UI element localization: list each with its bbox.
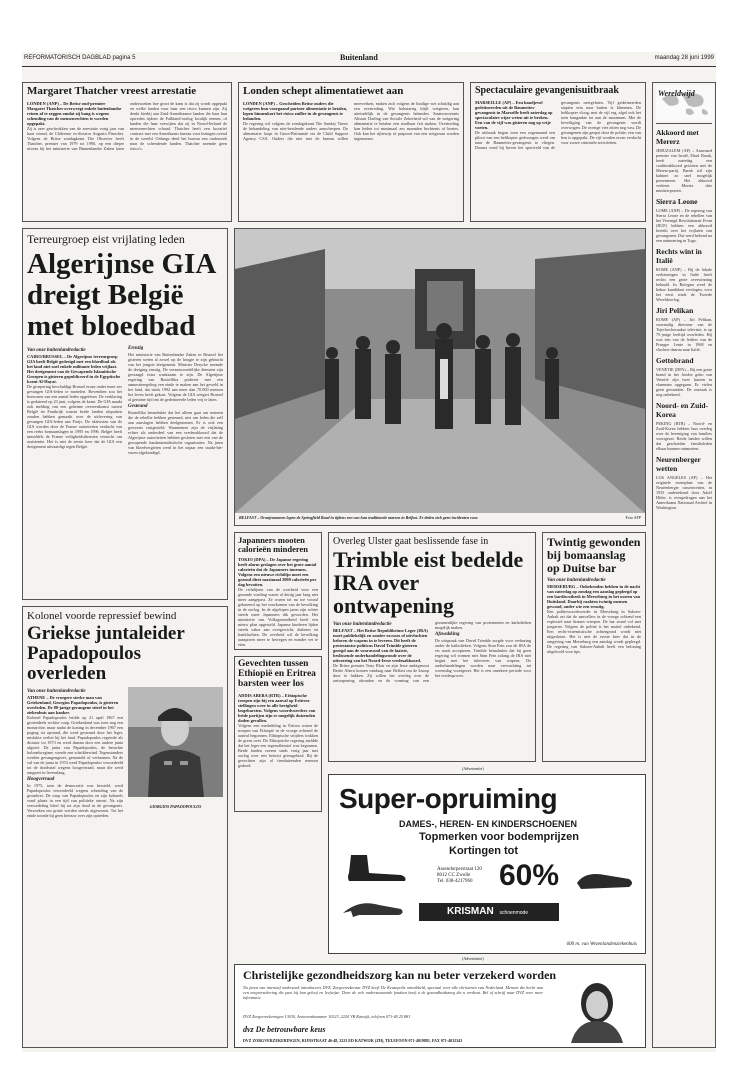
newspaper-page [22, 52, 716, 1052]
wereldwijd-item [656, 247, 712, 302]
article-papadopoulos-photo-col [128, 687, 223, 1047]
article-gevechten-title: Gevechten tussen Ethiopië en Eritrea barsten weer los [238, 659, 316, 689]
article-gevechten [234, 656, 322, 812]
wereldwijd-item-heading: Gettobrand [656, 356, 694, 365]
ad-dvz-portrait [557, 973, 637, 1043]
ad-super-line2: Topmerken voor bodemprijzen [419, 831, 579, 843]
ad-super-brand-bar [419, 903, 559, 921]
wereldwijd-item [656, 128, 712, 193]
article-ulster-text [333, 620, 531, 778]
photo-belfast-caption: BELFAST – Oranjemannen lopen de Springfield Road in tijdens een van hun traditionele marsen in Belfast. Er deden zich geen incidenten voor. [239, 515, 479, 520]
ad-super-address: Assendorperstraat 120 8012 CC Zwolle Tel. 038-4217960 [437, 867, 482, 884]
wereldwijd-item [656, 356, 712, 397]
wereldwijd-item [656, 455, 712, 510]
article-papadopoulos-byline: Van onze buitenlandredactie [27, 689, 86, 694]
article-ulster-lead: BELFAST – Het Britse Republikeinse Leger (IRA) moet publiekelijk en zonder excuses of uitvluchten beloven de wapens in te leveren. Dit heeft de protestantse politicus David Trimble gisteren gezegd aan de vooravond van de laatste, beslissende onderhandelingsronde over de uitvoering van het Noord-Ierse vredesakkoord. [333, 628, 428, 663]
ad-dvz-headline: Christelijke gezondheidszorg kan nu beter verzekerd worden [243, 968, 557, 982]
ad-dvz-body: Na jaren van intensief onderzoek introduceert DVZ, Zorgverzekeraar DVZ heeft De Keuzepolis ontwikkeld, speciaal voor alle christenen van Nederland. Mensen die hecht aan een zorgverzekering die past bij hun geloof en leefwijze. Door de vele ondersteunende fondsen heeft u de gezondheidszorg die u verdient. Bel of schrijf naar DVZ voor meer informatie. [243, 985, 543, 1000]
article-londen-text [243, 101, 459, 219]
ad-super-headline: Super-opruiming [339, 783, 558, 814]
article-spectaculair-text [475, 100, 641, 218]
sidebar-wereldwijd [652, 82, 716, 1048]
ad-super-opruiming [328, 774, 646, 954]
article-londen [238, 82, 464, 222]
wereldwijd-item-text: JERUZALEM (AP) – Aanvaard premier van Israël, Ehud Barak, heeft zaterdag een coalitieakkoord gesloten met de Meretz-partij. Barak wil zijn kabinet zo snel mogelijk presenteren. Het akkoord verleent Meretz drie ministerposten. [656, 148, 712, 193]
ad-super-footer: 600 m. van Wezenlandenziekenhuis [566, 942, 637, 947]
article-gia-kicker: Terreurgroep eist vrijlating leden [27, 232, 185, 246]
belfast-photo-scene [235, 229, 645, 513]
article-japanners [234, 532, 322, 650]
article-ulster-byline: Van onze buitenlandredactie [333, 622, 392, 627]
ad-super-line1: DAMES-, HEREN- EN KINDERSCHOENEN [399, 819, 578, 829]
header-paper-name: REFORMATORISCH DAGBLAD pagina 5 [24, 55, 136, 61]
article-gevechten-lead: ADDIS ABEBA (RTR) – Ethiopische troepen zijn bij een aanval op Eritrese stellingen weer in alle hevigheid losgebarsten. Volgens woordvoerders van beide partijen zijn er mogelijk duizenden doden gevallen. [238, 692, 316, 723]
wereldwijd-item-text: LOS ANGELES (AP) – Het originele exemplaar van de Neurenberger rassenwetten, in 1935 ondertekend door Adolf Hitler, is overgedragen aan het Amerikaans Nationaal Archief in Washington. [656, 475, 712, 510]
article-papadopoulos-subhead: Hoogverraad [27, 777, 55, 782]
wereldwijd-item-heading: Rechts wint in Italië [656, 247, 702, 265]
article-gia [22, 228, 228, 600]
wereldwijd-item [656, 306, 712, 352]
article-papadopoulos-body2: In 1975, toen de democratie was hersteld, werd Papadopoulos veroordeeld wegens schending van de grondwet. De coup van Papadopoulos en zijn kolonels vond plaats in een tijd van politieke onrust. Na zijn veroordeling bleef hij tot zijn dood in de gevangenis. Verzoeken om gratie werden steeds afgewezen. Tot het einde toonde hij geen berouw over zijn optreden. [27, 783, 123, 818]
article-ulster [328, 532, 536, 762]
papadopoulos-portrait [128, 687, 223, 797]
header-section: Buitenland [340, 53, 378, 62]
article-ulster-body2: De uitspraak van David Trimble zorgde voor verbazing onder de katholieken. Volgens Sinn Fein zou de IRA de eis nooit accepteren. Trimble benadrukte dat hij geen regering wil vormen met Sinn Fein zolang de IRA niet begint met het inleveren van wapens. De onderhandelingen worden naar verwachting tot woensdag voortgezet. Het is een onzekere periode voor het vredesproces. [435, 638, 531, 678]
heel-shoe-icon [339, 895, 409, 919]
wereldwijd-item-text: LOME (ANP) – De regering van Sierra Leone en de rebellen van het Verenigd Revolutionair Front (RUF) hebben een akkoord bereikt over het vrijlaten van gevangenen. Dat werd bekend na een ontmoeting in Togo. [656, 208, 712, 243]
ad-super-brand-sub: schoenmode [499, 910, 529, 916]
ad-super-line3: Kortingen tot [449, 845, 519, 857]
article-thatcher-lead: LONDEN (ANP) – De Britse oud-premier Margaret Thatcher overweegt enkele buitenlandse reizen af te zeggen omdat zij bang is wegens schending van de mensenrechten te worden opgepakt. [27, 100, 122, 126]
wereldwijd-item-text: VENETIE (DPA) – Bij een grote brand in het Joodse getto van Venetië zijn twee huizen in vlammen opgegaan. Er vielen geen gewonden. De oorzaak is nog onbekend. [656, 367, 712, 397]
wereldwijd-masthead [656, 85, 712, 124]
belfast-march-photo [235, 229, 645, 513]
ad-dvz-footer: DVZ ZORGVERZEKERINGEN, RIJNSTRAAT 46-48, 2223 ED KATWIJK (ZH), TELEFOON 071-4019881, FAX 071-4032343 [243, 1038, 463, 1043]
ad-label-top: (Advertentie) [462, 766, 484, 771]
wereldwijd-item [656, 401, 712, 451]
wereldwijd-item-text: ROME (AP) – Jiri Pelikan, voormalig directeur van de Tsjechoslowaakse televisie, is op 75-jarige leeftijd overleden. Hij was een van de leiders van de Praagse Lente in 1968 en vluchtte daarna naar Italië. [656, 317, 712, 352]
article-japanners-body: De richtlijnen van de overheid voor een gezonde voeding waren al dertig jaar lang niet meer aangepast. Ze waren tot nu toe vooral gebaseerd op het voorkomen van de bevolking in de oorlog. In de afgelopen jaren zijn echter steeds meer Japanners dik geworden. Het ministerie van Volksgezondheid heeft een nieuw plan opgesteld. Japanse kinderen lijden steeds vaker aan overgewicht, diabetes en hartklachten. De overheid wil de bevolking aansporen meer te bewegen en minder vet te eten. [238, 586, 318, 647]
article-ulster-headline: Trimble eist bedelde IRA over ontwapening [333, 547, 524, 618]
article-gia-byline: Van onze buitenlandredactie [27, 348, 86, 353]
article-ulster-body: De Britse premier Tony Blair en zijn Ierse ambtgenoot Bertie Ahern komen vandaag naar Belfast om de knoop door te hakken. Zij willen het overleg over de ontwapening afronden en de vorming van een gezamenlijke regering van protestanten en katholieken mogelijk maken. [333, 620, 531, 683]
article-londen-body: De regering wil volgens de zondagskrant The Sunday Times de behandeling van niet-betalende ouders aanscherpen. De alimentatie loopt in Groot-Brittannië via de Child Support Agency CSA. Ouders die niet met de bureau willen meewerken, maken zich volgens de huidige wet schuldig aan een overtreding. Wie halsstarrig blijft weigeren, kan uiteindelijk in de gevangenis belanden. Staatssecretaris Alistair Darling van Sociale Zekerheid wil van de weigering alimentatie te betalen een strafbaar feit maken. Overtreding kan leiden tot maximaal zes maanden hechtenis of boetes. Ook kan het rijbewijs of paspoort van een weigeraar worden ingenomen. [243, 100, 459, 141]
boot-shoe-icon [341, 853, 411, 883]
article-thatcher-title: Margaret Thatcher vreest arrestatie [27, 85, 197, 97]
article-twintig-title: Twintig gewonden bij bomaanslag op Duitse bar [547, 535, 641, 575]
ad-dvz-line: DVZ Zorgverzekeringen 13030, Antwoordnummer 10323, 2220 VB Katwijk, telefoon 071-40 25 881 [243, 1014, 411, 1019]
page-header [22, 52, 716, 67]
ad-label-bottom: (Advertentie) [462, 956, 484, 961]
ad-super-percent: 60% [499, 859, 560, 892]
photo-belfast-credit: Foto AFP [625, 515, 641, 520]
article-spectaculair-lead: MARSEILLE (AP) – Een handjevol gedetineerden uit de Baumettes-gevangenis in Marseille heeft zaterdag op spectaculaire wijze weten uit te breken. Een van de vijf was gisteren nog op vrije voeten. [475, 99, 553, 130]
article-twintig-lead: MERSEBURG – Onbekenden hebben in de nacht van zaterdag op zondag een aanslag gepleegd op een bardiscotheek in Merseburg in het oosten van Duitsland. Daarbij raakten twintig mensen gewond, onder wie een ernstig. [547, 584, 641, 609]
article-gia-lead: CAIRO/BRUSSEL – De Algerijnse terreurgroep GIA heeft België gedreigd met een bloedbad als het land niet snel enkele militante leden vrijlaat. Het dreigement van de Gewapende Islamitische Groepen is gisteren gepubliceerd in de Egyptische krant Al-Hayat. [27, 354, 121, 384]
article-twintig [542, 532, 646, 762]
article-ulster-subhead: Afzwakking [435, 632, 460, 637]
wereldwijd-item-heading: Sierra Leone [656, 197, 698, 206]
photo-belfast-box [234, 228, 646, 526]
loafer-shoe-icon [575, 867, 635, 893]
article-spectaculair-title: Spectaculaire gevangenisuitbraak [475, 85, 619, 96]
article-papadopoulos-body: Kolonel Papadopoulos leidde op 21 april 1967 een grotendeels rechtse coup. Griekenland was toen nog een monarchie, maar nadat de koning in december 1967 een poging tot opstand, die werd gesteund door het leger, mislukte verliet hij het land. Papadopoulos regeerde als dictator tot 1973 en werd daarna door een andere junta afgezet. De junta van Papadopoulos, de beruchte kolonelsregime, voerde een schrikbewind. Tegenstanders werden gevangengezet, gemarteld of verbannen. Na de val van de junta in 1974 werd Papadopoulos veroordeeld tot de doodstraf wegens hoogverraad, maar die werd omgezet in levenslang. [27, 715, 123, 775]
article-papadopoulos-text [27, 687, 123, 1047]
article-papadopoulos-columns [27, 687, 223, 1047]
article-gia-subhead: Ernstig [128, 346, 144, 351]
wereldwijd-item [656, 197, 712, 243]
wereldwijd-item-text: ROME (ANP) – Bij de lokale verkiezingen in Italië heeft rechts een grote overwinning behaald. In Bologna werd de linkse kandidaat verslagen, voor het eerst sinds de Tweede Wereldoorlog. [656, 267, 712, 302]
article-gia-text [27, 346, 223, 576]
ad-dvz-logo: dvz De betrouwbare keus [243, 1025, 326, 1034]
ad-super-brand: KRISMAN [447, 906, 494, 917]
article-twintig-body: Een politiewoordvoerder in Merseburg in Saksen-Anhalt zei dat de aanvallers in de vroege ochtend een explosief naar binnen wierpen. De bar stond vol met jongeren. Volgens de politie is het motief onbekend. Een recht-extremistische achtergrond wordt niet uitgesloten. Het is niet de eerste keer dat in de omgeving van Merseburg een aanslag wordt gepleegd. De regering van Saksen-Anhalt heeft een beloning uitgeloofd voor tips. [547, 609, 641, 654]
article-spectaculair [470, 82, 646, 222]
article-papadopoulos [22, 606, 228, 1048]
article-japanners-title: Japanners mooten calorieën minderen [238, 535, 308, 554]
article-gia-headline: Algerijnse GIA dreigt België met bloedbad [27, 248, 215, 342]
wereldwijd-title: Wereldwijd [658, 89, 695, 98]
article-japanners-lead: TOKIO (DPA) – De Japanse regering heeft alarm geslagen over het grote aantal calorieën dat de Japanners innemen. Volgens een nieuwe richtlijn moet een gezond dieet maximaal 2000 calorieën per dag bevatten. [238, 556, 317, 587]
article-gia-body2: Het ministerie van Buitenlandse Zaken in Brussel liet gisteren weten al zowel op de hoogte te zijn gebracht van het jongste dreigement. Minister Derycke noemde de dreiging ernstig. De verantwoordelijke diensten zijn gevraagd extra waakzaam te zijn. De Algerijnse regering van Bouteflika probeert met een amnestieregeling een einde te maken aan het geweld in het land, dat sinds 1992 aan meer dan 70.000 mensen het leven heeft gekost. Volgens de GIA weigert Brussel al geruime tijd om de gedetineerde leden vrij te laten. [128, 352, 223, 402]
article-papadopoulos-kicker: Kolonel voorde repressief bewind [27, 610, 177, 622]
article-londen-lead: LONDEN (ANP) – Gescheiden Britse ouders die weigeren hun voorgaand partner alimentatie te betalen, lopen binnenkort het risico zuiller in de gevangenis te belanden. [243, 100, 348, 121]
article-papadopoulos-lead: ATHENE – De vroegere sterke man van Griekenland, Georgios Papadopoulos, is gisteren overleden. De 80-jarige gevangene stierf in het ziekenhuis aan kanker. [27, 695, 119, 715]
wereldwijd-item-heading: Neurenberger wetten [656, 455, 701, 473]
ad-dvz [234, 964, 646, 1048]
article-gevechten-body: Volgens een mededeling in Eritrea waren de troepen van Ethiopië in de vroege ochtend de aanval begonnen. Ethiopische strijders trokken de grens over. De Ethiopische regering meldde dat het leger een tegenoffensief was begonnen. Beide landen voeren sinds vorig jaar mei oorlog over een betwist grensgebied. Bij de gevechten zijn al tienduizenden mensen gedood. [238, 722, 318, 768]
article-spectaculair-body: De uitbraak begon toen een zogenaamd een piloot van een helikopter gedwongen werd om naar de Baumettes-gevangenis te vliegen. Daarna werd hij boven het sportveld van de gevangenis neergelaten. Vijf gedetineerden stapten erin naar buiten te klimmen. De helikopter vloog, met de vijf erg, afgel ook het toen bangaakte tot aan de maximum. Met de beveiliging van de gevangenis wordt overwogen. De overige vier zitten nog vast. De gevangenen zijn gespot door de politie, een van hen is opgepakt. De vijf worden ervan verdacht voor zware criminele activiteiten. [475, 99, 641, 150]
article-londen-title: Londen schept alimentatiewet aan [243, 85, 404, 97]
article-ulster-kicker: Overleg Ulster gaat beslissende fase in [333, 536, 489, 547]
article-gia-body: De groepering beschuldigt Brussel ervan onder meer zes gevangen GIA-leden te martelen. Bovendien zou het bezwaren van een aantal leden opgeëisen. De verklaring is gedateerd op 23 juni, volgens de krant. De GIA maakt ook melding van een geheime overeenkomst tussen België en Frankrijk waarin beide landen afspraken zouden hebben gemaakt over de uitlevering van gevangen GIA-leden aan Parijs. De aktivisten van de GIA worden door de Franse autoriteiten verdacht van een reeks bomaanslagen in 1995 en 1996. België heeft inmiddels de Franse veiligheidsdiensten verzocht om assistentie. Het is niet de eerste keer dat de GIA een dreigement uitvaardigt tegen België. [27, 384, 122, 449]
article-gia-body3: Bouteflika benadrukte dat het alleen gaat om mensen die de rebellie hebben gesteund, niet om leden die zelf aan aanslagen hebben deelgenomen. Er is ook een gewezen vastgesteld. Waarnemen zijn de vrijlating echter als onderdeel van een vredesakkoord dat de Algerijnse autoriteiten hebben gesloten met een van de gewapende fundamentalistische organisaties. Na jaren van bloedvergieten werd in het najaar een staakt-het-vuren afgekondigd. [128, 410, 223, 455]
article-twintig-byline: Van onze buitenlandredactie [547, 578, 606, 583]
wereldwijd-item-text: PEKING (RTR) – Noord- en Zuid-Korea hebben hun overleg over de hereniging van families voortgezet. Beide landen willen dat gescheiden familieleden elkaar kunnen ontmoeten. [656, 421, 712, 451]
papadopoulos-caption: GIORGIOS PAPADOPOULOS [149, 804, 202, 809]
wereldwijd-item-heading: Noord- en Zuid-Korea [656, 401, 709, 419]
wereldwijd-item-heading: Akkoord met Mererz [656, 128, 699, 146]
article-papadopoulos-headline: Griekse juntaleider Papadopoulos overleden [27, 623, 185, 684]
article-thatcher-text [27, 101, 227, 219]
article-thatcher-body: Zij is zeer geschrokken van de arrestatie vorig jaar van haar vriend, de Chileense ex-dictator Augusto Pinochet. Volgens de Britse zondagkrant The Observer heeft Thatcher, premier van 1979 tot 1990, op een dieper niveau bij het ministerie van Binnenlandse Zaken laten onderzoeken hoe groot de kans is dat zij wordt opgepakt en welke landen voor haar een risico kunnen zijn. Zij denkt hierbij aan Zuid-Amerikaanse landen die haar hun optreden tijdens de Falkland-oorlog kwalijk nemen, of landen die haar verwijten dat zij in Noord-Ierland de mensenrechten schond. Thatcher heeft een lucratief contract met een Amerikaans bureau voor lezingen overal in de wereld. Onlangs deed het bureau een onderzoek naar de schendende landen. Thatcher noemde geen risico's. [27, 100, 227, 151]
article-thatcher [22, 82, 232, 222]
header-date: maandag 28 juni 1999 [654, 55, 714, 61]
wereldwijd-item-heading: Jiri Pelikan [656, 306, 694, 315]
article-gia-subhead2: Gesteund [128, 404, 148, 409]
